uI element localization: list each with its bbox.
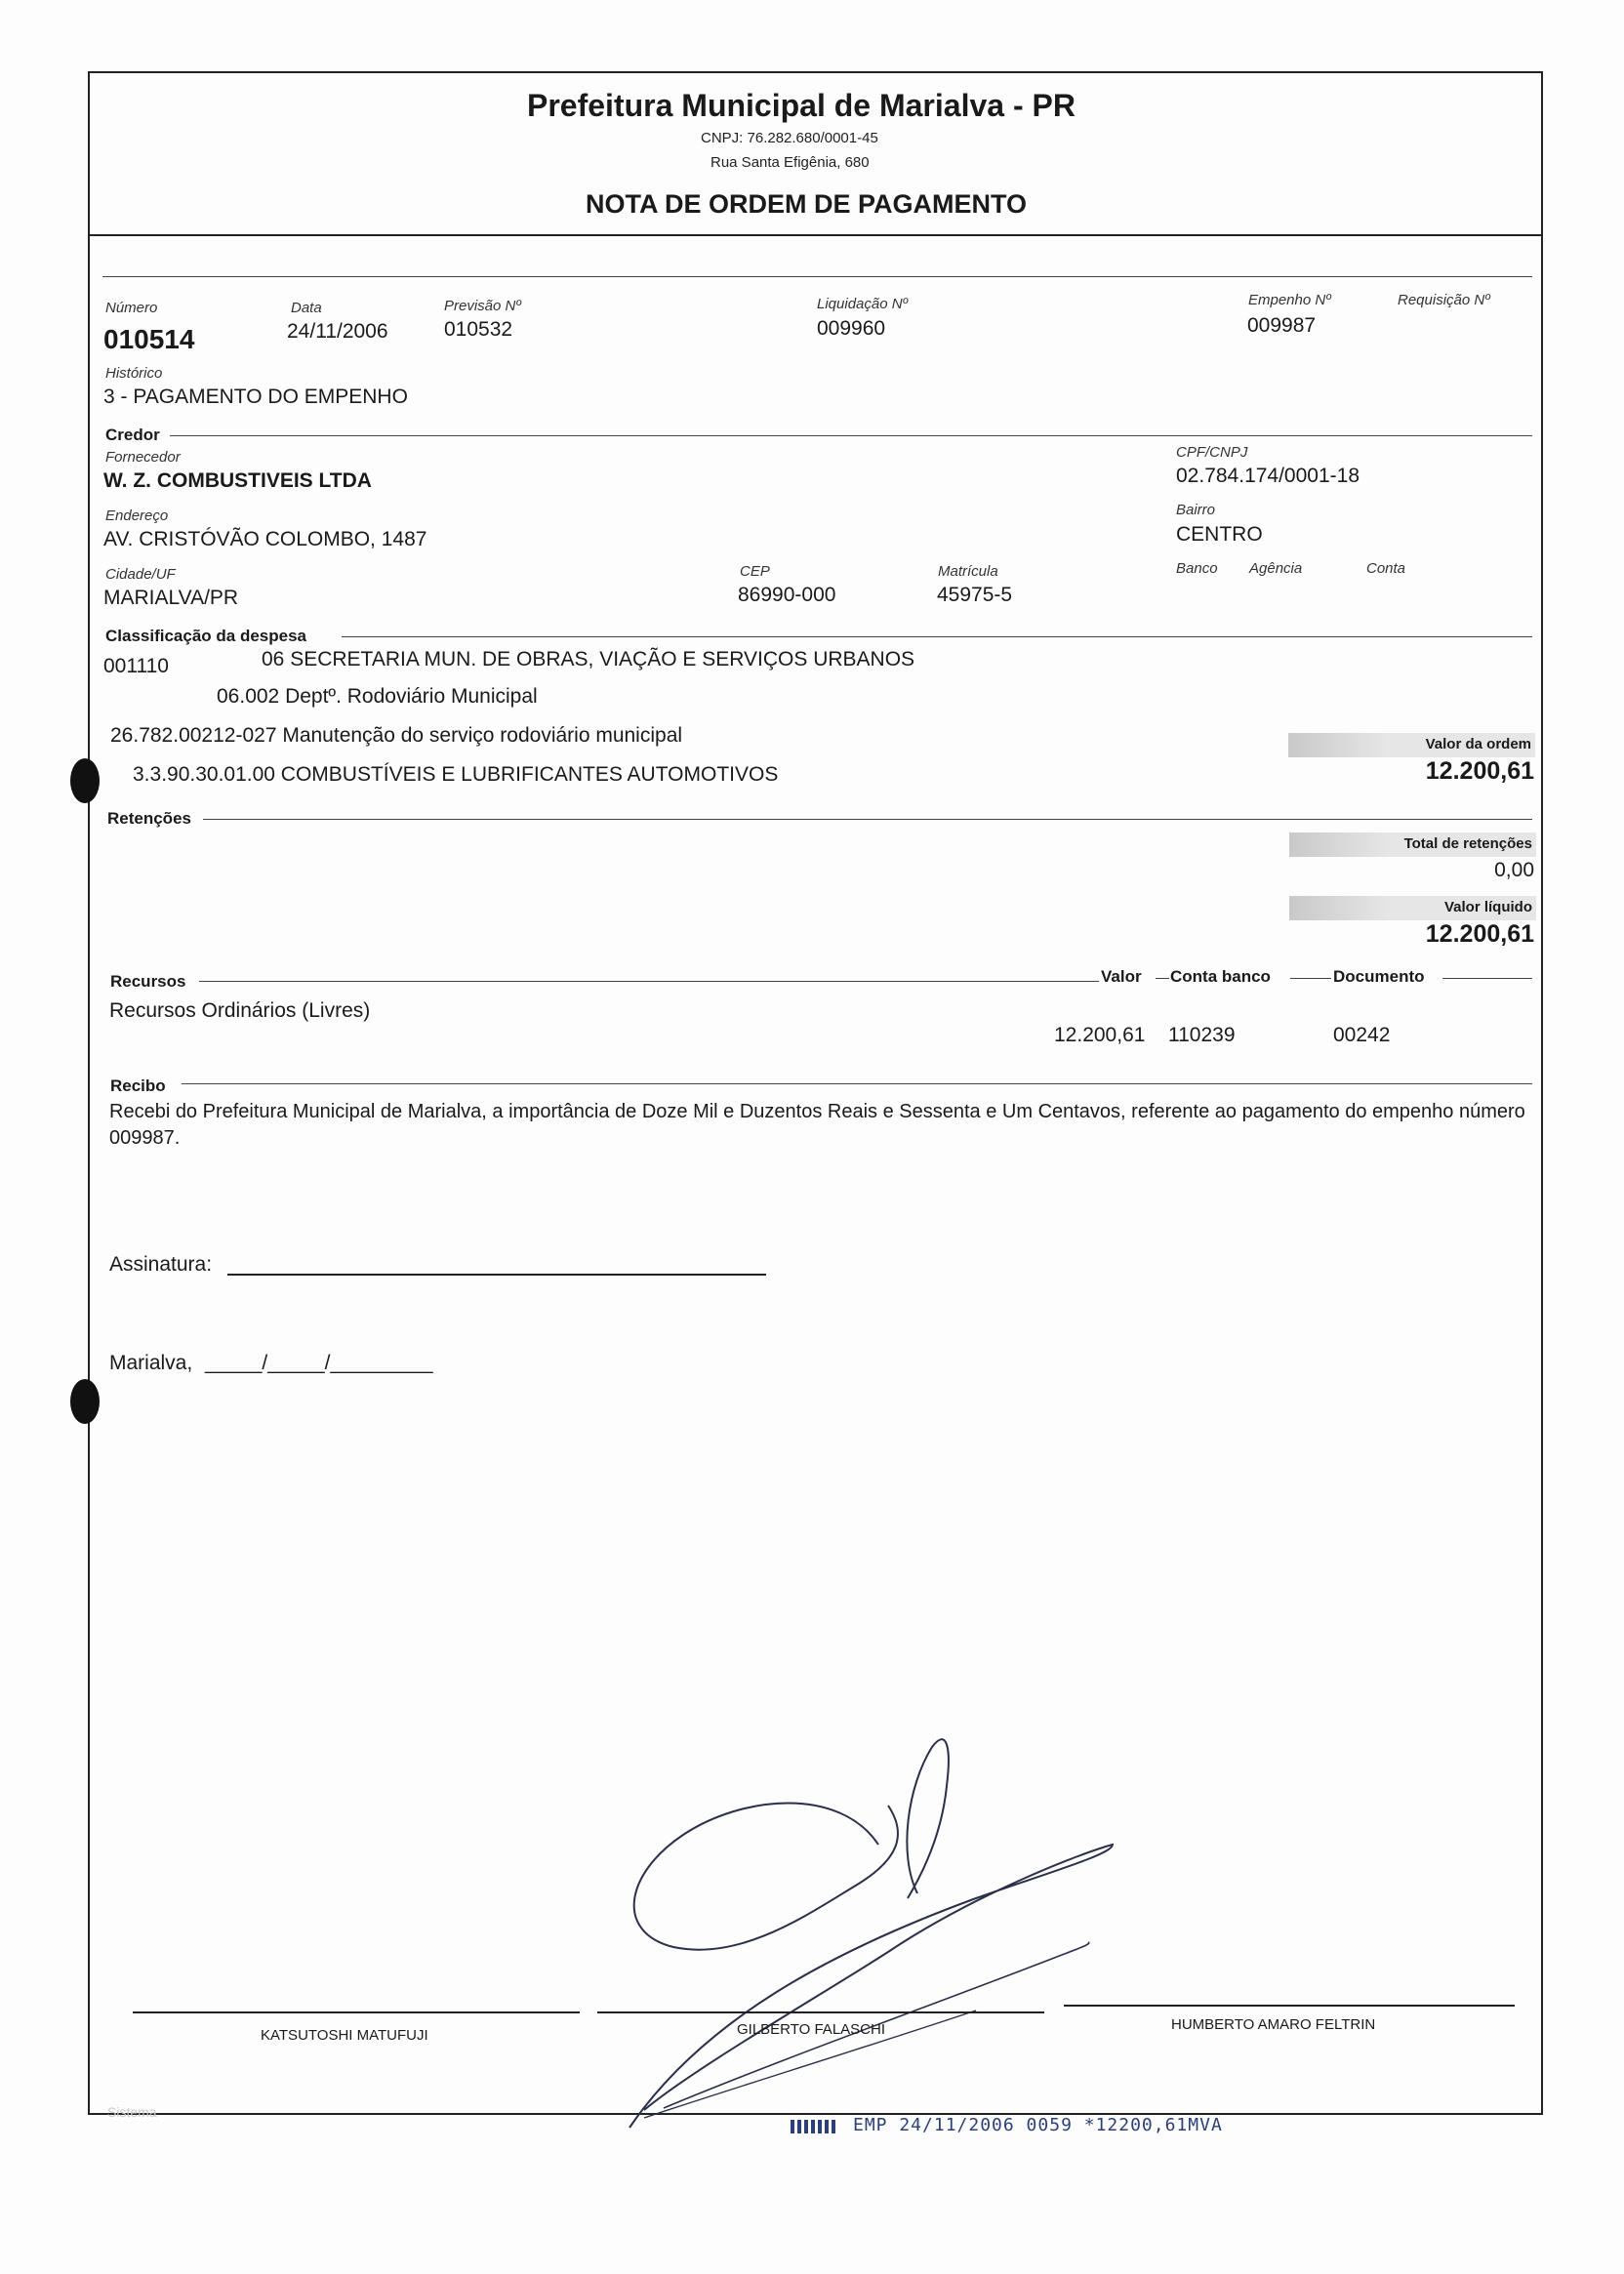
signature-line-3 (1064, 2005, 1515, 2007)
fornecedor-label: Fornecedor (105, 449, 181, 466)
recursos-desc: Recursos Ordinários (Livres) (109, 999, 371, 1022)
signatory-2: GILBERTO FALASCHI (737, 2021, 885, 2038)
elemento-despesa: 3.3.90.30.01.00 COMBUSTÍVEIS E LUBRIFICANTES AUTOMOTIVOS (133, 763, 779, 786)
recursos-conta-header: Conta banco (1170, 967, 1271, 986)
recibo-section: Recibo (110, 1076, 166, 1095)
handwritten-signature (586, 1727, 1132, 2147)
recursos-rule-2 (1156, 978, 1169, 979)
recursos-rule (199, 981, 1099, 982)
total-retencoes-label: Total de retenções (1403, 835, 1532, 852)
stamp-text: EMP 24/11/2006 0059 *12200,61MVA (853, 2115, 1223, 2135)
recursos-valor: 12.200,61 (1054, 1024, 1146, 1046)
liquidacao-value: 009960 (817, 317, 886, 340)
recursos-rule-3 (1290, 978, 1331, 979)
punch-hole-top (70, 758, 100, 803)
matricula-value: 45975-5 (937, 584, 1013, 606)
cep-value: 86990-000 (738, 584, 836, 606)
org-cnpj: CNPJ: 76.282.680/0001-45 (701, 130, 878, 146)
classificacao-code: 001110 (103, 655, 169, 677)
bairro-label: Bairro (1176, 502, 1216, 518)
valor-liquido-value: 12.200,61 (1425, 920, 1534, 948)
recursos-documento-header: Documento (1333, 967, 1425, 986)
signatory-3: HUMBERTO AMARO FELTRIN (1171, 2016, 1376, 2033)
historico-value: 3 - PAGAMENTO DO EMPENHO (103, 386, 408, 408)
cpf-label: CPF/CNPJ (1176, 444, 1248, 461)
total-retencoes-value: 0,00 (1494, 859, 1534, 881)
valor-ordem-value: 12.200,61 (1425, 757, 1534, 785)
faint-system-text: Sistema (107, 2104, 157, 2120)
previsao-label: Previsão Nº (444, 298, 521, 314)
secretaria: 06 SECRETARIA MUN. DE OBRAS, VIAÇÃO E SERVIÇOS URBANOS (262, 648, 915, 670)
credor-section: Credor (105, 426, 160, 444)
stamp-mark-icon (791, 2120, 835, 2133)
recursos-valor-header: Valor (1101, 967, 1142, 986)
classificacao-rule (342, 636, 1532, 637)
departamento: 06.002 Deptº. Rodoviário Municipal (217, 685, 538, 708)
cep-label: CEP (740, 563, 770, 580)
recursos-rule-4 (1442, 978, 1532, 979)
cidade-value: MARIALVA/PR (103, 587, 239, 609)
liquidacao-label: Liquidação Nº (817, 296, 909, 312)
org-address: Rua Santa Efigênia, 680 (710, 154, 870, 171)
conta-label: Conta (1366, 560, 1406, 577)
cpf-value: 02.784.174/0001-18 (1176, 465, 1360, 487)
recibo-rule (182, 1083, 1532, 1084)
bairro-value: CENTRO (1176, 523, 1263, 546)
punch-hole-bottom (70, 1379, 100, 1424)
credor-rule (170, 435, 1532, 436)
recursos-section: Recursos (110, 972, 186, 991)
valor-ordem-label: Valor da ordem (1425, 736, 1531, 752)
matricula-label: Matrícula (938, 563, 998, 580)
historico-label: Histórico (105, 365, 163, 382)
previsao-value: 010532 (444, 318, 513, 341)
signatory-1: KATSUTOSHI MATUFUJI (261, 2027, 428, 2044)
agencia-label: Agência (1249, 560, 1303, 577)
endereco-value: AV. CRISTÓVÃO COLOMBO, 1487 (103, 528, 427, 550)
cidade-label: Cidade/UF (105, 566, 176, 583)
processing-stamp (791, 2115, 1223, 2135)
empenho-value: 009987 (1247, 314, 1317, 337)
assinatura-label: Assinatura: (109, 1253, 213, 1276)
recursos-conta: 110239 (1168, 1024, 1236, 1046)
order-top-rule (102, 276, 1532, 277)
signature-line-1 (133, 2011, 580, 2013)
local-data-label: Marialva, (109, 1352, 193, 1374)
assinatura-line (227, 1274, 766, 1276)
recibo-text: Recebi do Prefeitura Municipal de Marialva, a importância de Doze Mil e Duzentos Reais e Sessenta e Um Centavos, referente ao pagamento do empenho número 009987. (109, 1101, 1525, 1149)
retencoes-rule (203, 819, 1532, 820)
data-label: Data (291, 300, 322, 316)
projeto-atividade: 26.782.00212-027 Manutenção do serviço rodoviário municipal (110, 724, 683, 747)
signature-line-2 (597, 2011, 1044, 2013)
org-name: Prefeitura Municipal de Marialva - PR (527, 88, 1076, 123)
valor-ordem-label-bar (1288, 733, 1535, 757)
valor-liquido-label: Valor líquido (1443, 899, 1532, 915)
valor-liquido-label-bar (1289, 896, 1536, 920)
total-retencoes-label-bar (1289, 832, 1536, 857)
retencoes-section: Retenções (107, 809, 191, 828)
document-title: NOTA DE ORDEM DE PAGAMENTO (586, 189, 1028, 219)
empenho-label: Empenho Nº (1248, 292, 1331, 308)
recursos-documento: 00242 (1333, 1024, 1391, 1046)
data-value: 24/11/2006 (287, 320, 388, 343)
fornecedor-value: W. Z. COMBUSTIVEIS LTDA (103, 469, 372, 492)
banco-label: Banco (1176, 560, 1218, 577)
date-blank-line: _____/_____/_________ (205, 1352, 433, 1374)
classificacao-section: Classificação da despesa (105, 627, 307, 645)
numero-value: 010514 (103, 324, 195, 354)
numero-label: Número (105, 300, 158, 316)
endereco-label: Endereço (105, 508, 169, 524)
header-divider (88, 234, 1541, 236)
requisicao-label: Requisição Nº (1398, 292, 1490, 308)
